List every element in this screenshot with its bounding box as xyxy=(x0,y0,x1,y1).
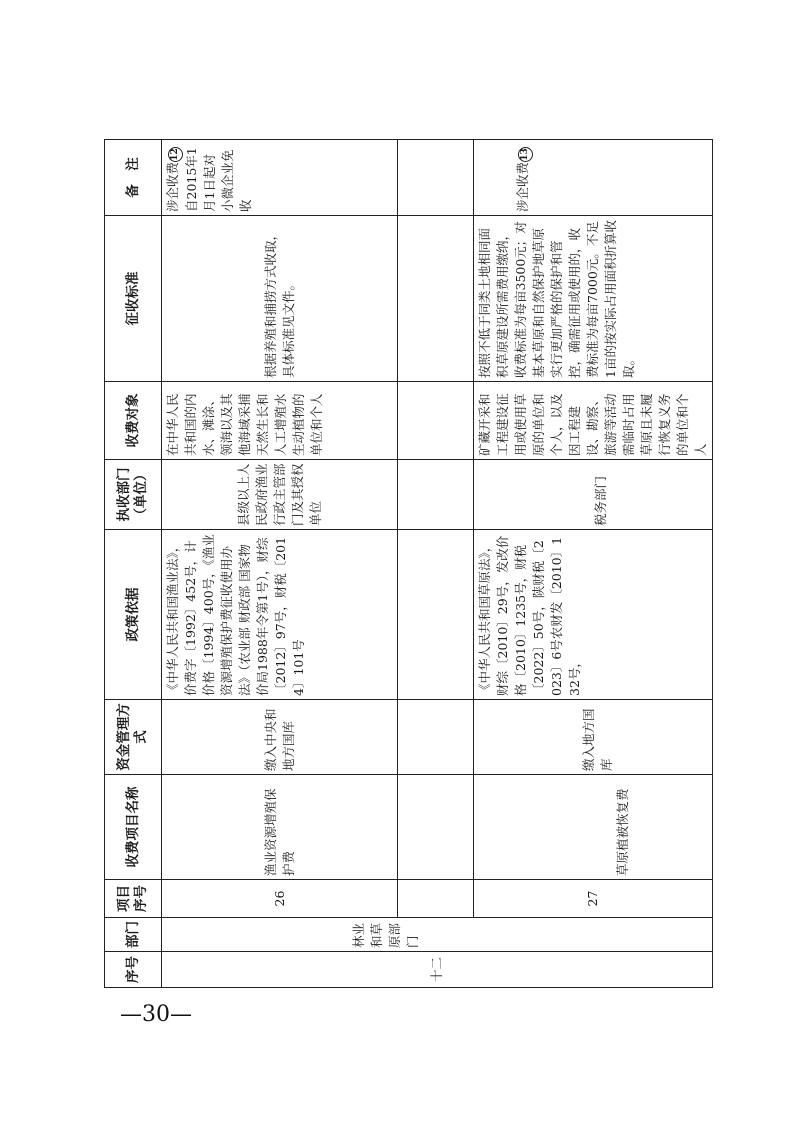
item-collector: 税务部门 xyxy=(474,460,713,530)
header-target: 收费对象 xyxy=(105,382,162,460)
empty-cell xyxy=(398,140,474,216)
item-no: 26 xyxy=(162,880,398,918)
header-remark: 备 注 xyxy=(105,140,162,216)
table-row xyxy=(398,140,474,988)
remark-prefix: 涉企收费 xyxy=(515,161,530,212)
header-name: 收费项目名称 xyxy=(105,775,162,880)
header-fund: 资金管理方式 xyxy=(105,700,162,775)
empty-cell xyxy=(398,382,474,460)
fee-table xyxy=(104,139,713,988)
basis-extra: 农财发〔2010〕132号， xyxy=(549,536,582,696)
item-basis xyxy=(474,530,713,700)
item-collector: 县级以上人民政府渔业行政主管部门及其授权单位 xyxy=(162,460,398,530)
group-dept-text: 林业和草原部门 xyxy=(351,922,420,948)
header-row xyxy=(105,140,162,988)
item-standard: 根据养殖和捕捞方式收取，具体标准见文件。 xyxy=(162,216,398,382)
empty-cell xyxy=(398,460,474,530)
table-row xyxy=(474,140,713,988)
header-item-no: 项目序号 xyxy=(105,880,162,918)
remark-number-badge: 13 xyxy=(518,147,533,162)
item-remark xyxy=(162,140,398,216)
empty-cell xyxy=(398,530,474,700)
empty-cell xyxy=(398,216,474,382)
remark-prefix: 涉企收费 xyxy=(165,161,180,212)
header-dept: 部门 xyxy=(105,918,162,952)
item-name: 渔业资源增殖保护费 xyxy=(162,775,398,880)
item-target: 在中华人民共和国的内水、滩涂、领海以及其他海域采捕天然生长和人工增殖水生动植物的单位和个人 xyxy=(162,382,398,460)
item-target: 矿藏开采和工程建设征用或使用草原的单位和个人，以及因工程建设、勘察、旅游等活动需临时占用草原且未履行恢复义务的单位和个人 xyxy=(474,382,713,460)
item-fund: 缴入地方国库 xyxy=(474,700,713,775)
table-row xyxy=(162,140,398,988)
group-dept xyxy=(162,918,713,952)
header-basis: 政策依据 xyxy=(105,530,162,700)
item-basis: 《中华人民共和国渔业法》，价费字〔1992〕452号，计价格〔1994〕400号，《渔业资源增殖保护费征收使用办法》（农业部 财政部 国家物价局1988年令第1号），财综〔2012〕97号，财税〔2014〕101号 xyxy=(162,530,398,700)
page-number: —30— xyxy=(120,1002,192,1027)
header-seq: 序号 xyxy=(105,952,162,988)
item-remark xyxy=(474,140,713,216)
item-fund: 缴入中央和地方国库 xyxy=(162,700,398,775)
remark-suffix: 自2015年1月1日起对小微企业免收 xyxy=(184,147,253,212)
item-no: 27 xyxy=(474,880,713,918)
item-standard: 按照不低于同类土地相同面积草原建设所需费用缴纳，收费标准为每亩3500元；对基本草原和自然保护地草原实行更加严格的保护和管控，确需征用或使用的，收费标准为每亩7000元。不足1亩的按实际占用面积折算收取。 xyxy=(474,216,713,382)
basis-main: 《中华人民共和国草原法》，财综〔2010〕29号，发改价格〔2010〕1235号，财税〔2022〕50号，陕财税〔2023〕6号 xyxy=(477,535,564,696)
empty-cell xyxy=(398,700,474,775)
group-seq xyxy=(162,952,713,988)
group-seq-text: 十二 xyxy=(429,957,444,983)
remark-number-badge: 12 xyxy=(168,147,183,162)
empty-cell xyxy=(398,775,474,880)
rotated-table-container xyxy=(104,140,708,988)
header-collector: 执收部门（单位） xyxy=(105,460,162,530)
header-standard: 征收标准 xyxy=(105,216,162,382)
empty-cell xyxy=(398,880,474,918)
item-name: 草原植被恢复费 xyxy=(474,775,713,880)
